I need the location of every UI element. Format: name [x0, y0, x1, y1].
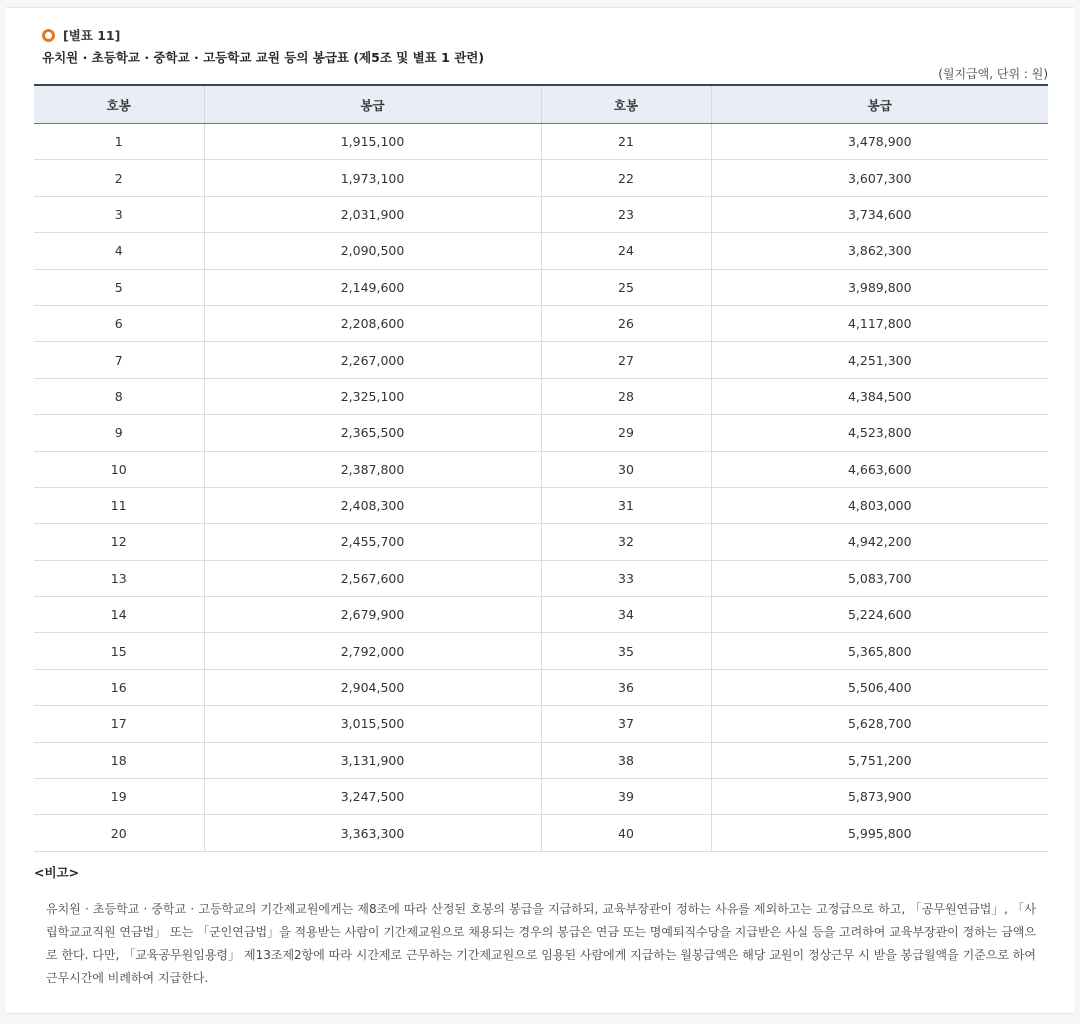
table-row	[34, 160, 1048, 196]
table-row	[34, 233, 1048, 269]
column-header-step: 호봉	[541, 85, 711, 124]
table-row	[34, 378, 1048, 414]
pay-cell: 3,607,300	[711, 160, 1048, 196]
pay-cell: 5,751,200	[711, 742, 1048, 778]
pay-cell: 2,792,000	[204, 633, 541, 669]
step-cell: 14	[34, 597, 204, 633]
pay-cell: 2,090,500	[204, 233, 541, 269]
step-cell: 38	[541, 742, 711, 778]
step-cell: 1	[34, 124, 204, 160]
pay-cell: 1,973,100	[204, 160, 541, 196]
pay-cell: 2,325,100	[204, 378, 541, 414]
step-cell: 31	[541, 487, 711, 523]
step-cell: 33	[541, 560, 711, 596]
step-cell: 15	[34, 633, 204, 669]
column-header-step: 호봉	[34, 85, 204, 124]
pay-cell: 2,408,300	[204, 487, 541, 523]
unit-note: (월지급액, 단위 : 원)	[938, 67, 1048, 81]
step-cell: 30	[541, 451, 711, 487]
step-cell: 5	[34, 269, 204, 305]
table-row	[34, 305, 1048, 341]
step-cell: 19	[34, 779, 204, 815]
table-row	[34, 815, 1048, 851]
pay-cell: 5,873,900	[711, 779, 1048, 815]
table-row	[34, 597, 1048, 633]
step-cell: 27	[541, 342, 711, 378]
pay-cell: 2,149,600	[204, 269, 541, 305]
step-cell: 12	[34, 524, 204, 560]
pay-cell: 3,862,300	[711, 233, 1048, 269]
step-cell: 2	[34, 160, 204, 196]
step-cell: 21	[541, 124, 711, 160]
table-row	[34, 560, 1048, 596]
step-cell: 18	[34, 742, 204, 778]
appendix-tag: [별표 11]	[63, 28, 121, 43]
step-cell: 3	[34, 196, 204, 232]
document-page	[6, 7, 1074, 1014]
step-cell: 26	[541, 305, 711, 341]
table-row	[34, 742, 1048, 778]
step-cell: 10	[34, 451, 204, 487]
step-cell: 6	[34, 305, 204, 341]
note-title: <비고>	[34, 865, 80, 880]
table-row	[34, 196, 1048, 232]
table-body	[34, 124, 1048, 852]
note-body: 유치원 · 초등학교 · 중학교 · 고등학교의 기간제교원에게는 제8조에 따라 산정된 호봉의 봉급을 지급하되, 교육부장관이 정하는 사유를 제외하고는 고정급으로 하고, 「공무원연금법」, 「사립학교교직원 연금법」 또는 「군인연금법」을 적용받는 사람이 기간제교원으로 채용되는 경우의 봉급은 연금 또는 명예퇴직수당을 지급받은 사실 등을 고려하여 교육부장관이 정하는 금액으로 한다. 다만, 「교육공무원임용령」 제13조제2항에 따라 시간제로 근무하는 기간제교원으로 임용된 사람에게 지급하는 월봉급액은 해당 교원이 정상근무 시 받을 봉급월액을 기준으로 하여 근무시간에 비례하여 지급한다.	[46, 902, 1036, 985]
step-cell: 37	[541, 706, 711, 742]
step-cell: 24	[541, 233, 711, 269]
pay-cell: 2,679,900	[204, 597, 541, 633]
pay-cell: 4,117,800	[711, 305, 1048, 341]
pay-cell: 2,365,500	[204, 415, 541, 451]
table-header-row	[34, 85, 1048, 124]
pay-cell: 3,478,900	[711, 124, 1048, 160]
step-cell: 9	[34, 415, 204, 451]
pay-cell: 5,628,700	[711, 706, 1048, 742]
pay-cell: 3,989,800	[711, 269, 1048, 305]
table-title: 유치원 · 초등학교 · 중학교 · 고등학교 교원 등의 봉급표 (제5조 및 별표 1 관련)	[42, 50, 485, 65]
pay-cell: 5,365,800	[711, 633, 1048, 669]
pay-cell: 2,031,900	[204, 196, 541, 232]
pay-cell: 1,915,100	[204, 124, 541, 160]
table-row	[34, 487, 1048, 523]
pay-cell: 4,803,000	[711, 487, 1048, 523]
pay-cell: 2,904,500	[204, 669, 541, 705]
pay-cell: 4,942,200	[711, 524, 1048, 560]
step-cell: 29	[541, 415, 711, 451]
step-cell: 20	[34, 815, 204, 851]
step-cell: 23	[541, 196, 711, 232]
pay-cell: 3,131,900	[204, 742, 541, 778]
step-cell: 4	[34, 233, 204, 269]
circle-bullet-icon	[42, 29, 55, 42]
table-heading	[42, 26, 1052, 66]
step-cell: 39	[541, 779, 711, 815]
step-cell: 34	[541, 597, 711, 633]
pay-cell: 3,734,600	[711, 196, 1048, 232]
pay-cell: 2,387,800	[204, 451, 541, 487]
pay-cell: 4,384,500	[711, 378, 1048, 414]
step-cell: 16	[34, 669, 204, 705]
step-cell: 28	[541, 378, 711, 414]
column-header-pay: 봉급	[711, 85, 1048, 124]
salary-table	[34, 84, 1048, 852]
step-cell: 7	[34, 342, 204, 378]
step-cell: 22	[541, 160, 711, 196]
step-cell: 11	[34, 487, 204, 523]
pay-cell: 4,663,600	[711, 451, 1048, 487]
pay-cell: 3,247,500	[204, 779, 541, 815]
pay-cell: 2,208,600	[204, 305, 541, 341]
step-cell: 17	[34, 706, 204, 742]
table-row	[34, 415, 1048, 451]
pay-cell: 5,083,700	[711, 560, 1048, 596]
table-row	[34, 706, 1048, 742]
pay-cell: 5,506,400	[711, 669, 1048, 705]
step-cell: 13	[34, 560, 204, 596]
table-row	[34, 633, 1048, 669]
pay-cell: 2,455,700	[204, 524, 541, 560]
table-row	[34, 524, 1048, 560]
step-cell: 36	[541, 669, 711, 705]
pay-cell: 4,523,800	[711, 415, 1048, 451]
pay-cell: 5,224,600	[711, 597, 1048, 633]
pay-cell: 3,363,300	[204, 815, 541, 851]
step-cell: 25	[541, 269, 711, 305]
table-row	[34, 269, 1048, 305]
step-cell: 32	[541, 524, 711, 560]
pay-cell: 2,567,600	[204, 560, 541, 596]
table-row	[34, 342, 1048, 378]
pay-cell: 4,251,300	[711, 342, 1048, 378]
table-row	[34, 779, 1048, 815]
step-cell: 35	[541, 633, 711, 669]
column-header-pay: 봉급	[204, 85, 541, 124]
step-cell: 40	[541, 815, 711, 851]
pay-cell: 5,995,800	[711, 815, 1048, 851]
pay-cell: 2,267,000	[204, 342, 541, 378]
table-row	[34, 669, 1048, 705]
table-row	[34, 124, 1048, 160]
pay-cell: 3,015,500	[204, 706, 541, 742]
step-cell: 8	[34, 378, 204, 414]
table-row	[34, 451, 1048, 487]
